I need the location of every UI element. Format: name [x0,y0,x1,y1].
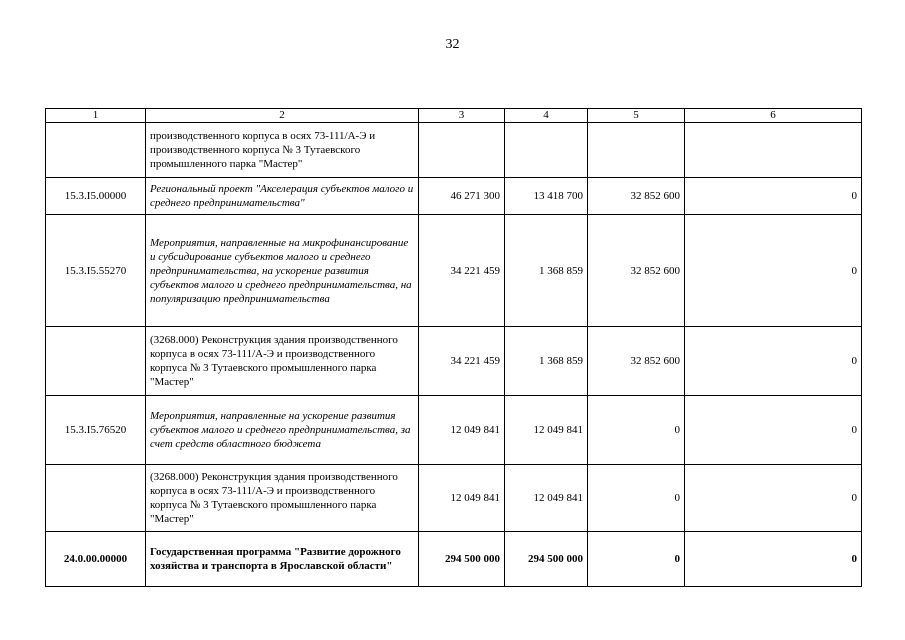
row-value-6: 0 [685,532,862,587]
row-value-5 [588,123,685,178]
row-value-6 [685,123,862,178]
row-code: 15.3.I5.00000 [46,178,146,215]
row-name: Мероприятия, направленные на микрофинансирование и субсидирование субъектов малого и среднего предпринимательства, на ускорение развития субъектов малого и среднего предпринимательства, на популяризацию предпринимательства [146,215,419,327]
row-value-3: 12 049 841 [419,465,505,532]
row-name: производственного корпуса в осях 73-111/А-Э и производственного корпуса № 3 Тутаевского промышленного парка "Мастер" [146,123,419,178]
row-value-5: 0 [588,532,685,587]
row-value-3: 34 221 459 [419,215,505,327]
column-header-2: 2 [146,109,419,123]
row-value-6: 0 [685,465,862,532]
column-header-6: 6 [685,109,862,123]
row-value-6: 0 [685,215,862,327]
row-value-4: 1 368 859 [505,215,588,327]
row-value-5: 32 852 600 [588,215,685,327]
table-row [46,178,862,215]
row-value-3: 294 500 000 [419,532,505,587]
row-code [46,123,146,178]
row-value-4 [505,123,588,178]
table-header [46,109,862,123]
column-header-4: 4 [505,109,588,123]
row-value-6: 0 [685,396,862,465]
row-value-4: 12 049 841 [505,465,588,532]
row-name: Мероприятия, направленные на ускорение развития субъектов малого и среднего предпринимательства, за счет средств областного бюджета [146,396,419,465]
row-code: 15.3.I5.55270 [46,215,146,327]
table-row [46,396,862,465]
row-value-5: 0 [588,465,685,532]
row-code: 24.0.00.00000 [46,532,146,587]
row-value-3: 34 221 459 [419,327,505,396]
row-value-5: 0 [588,396,685,465]
page-number: 32 [445,37,460,52]
row-value-5: 32 852 600 [588,178,685,215]
row-name: Государственная программа "Развитие дорожного хозяйства и транспорта в Ярославской области" [146,532,419,587]
column-header-5: 5 [588,109,685,123]
table-row-total [46,532,862,587]
row-code [46,465,146,532]
budget-table [45,108,862,587]
row-value-5: 32 852 600 [588,327,685,396]
table-row [46,123,862,178]
row-value-4: 1 368 859 [505,327,588,396]
table-row [46,327,862,396]
row-value-4: 13 418 700 [505,178,588,215]
row-value-3: 46 271 300 [419,178,505,215]
row-value-4: 12 049 841 [505,396,588,465]
column-header-1: 1 [46,109,146,123]
row-value-6: 0 [685,327,862,396]
row-value-3 [419,123,505,178]
row-code: 15.3.I5.76520 [46,396,146,465]
row-value-3: 12 049 841 [419,396,505,465]
row-value-6: 0 [685,178,862,215]
row-value-4: 294 500 000 [505,532,588,587]
row-code [46,327,146,396]
table-row [46,215,862,327]
column-header-3: 3 [419,109,505,123]
table-row [46,465,862,532]
row-name: Региональный проект "Акселерация субъектов малого и среднего предпринимательства" [146,178,419,215]
row-name: (3268.000) Реконструкция здания производственного корпуса в осях 73-111/А-Э и производственного корпуса № 3 Тутаевского промышленного парка "Мастер" [146,327,419,396]
row-name: (3268.000) Реконструкция здания производственного корпуса в осях 73-111/А-Э и производственного корпуса № 3 Тутаевского промышленного парка "Мастер" [146,465,419,532]
